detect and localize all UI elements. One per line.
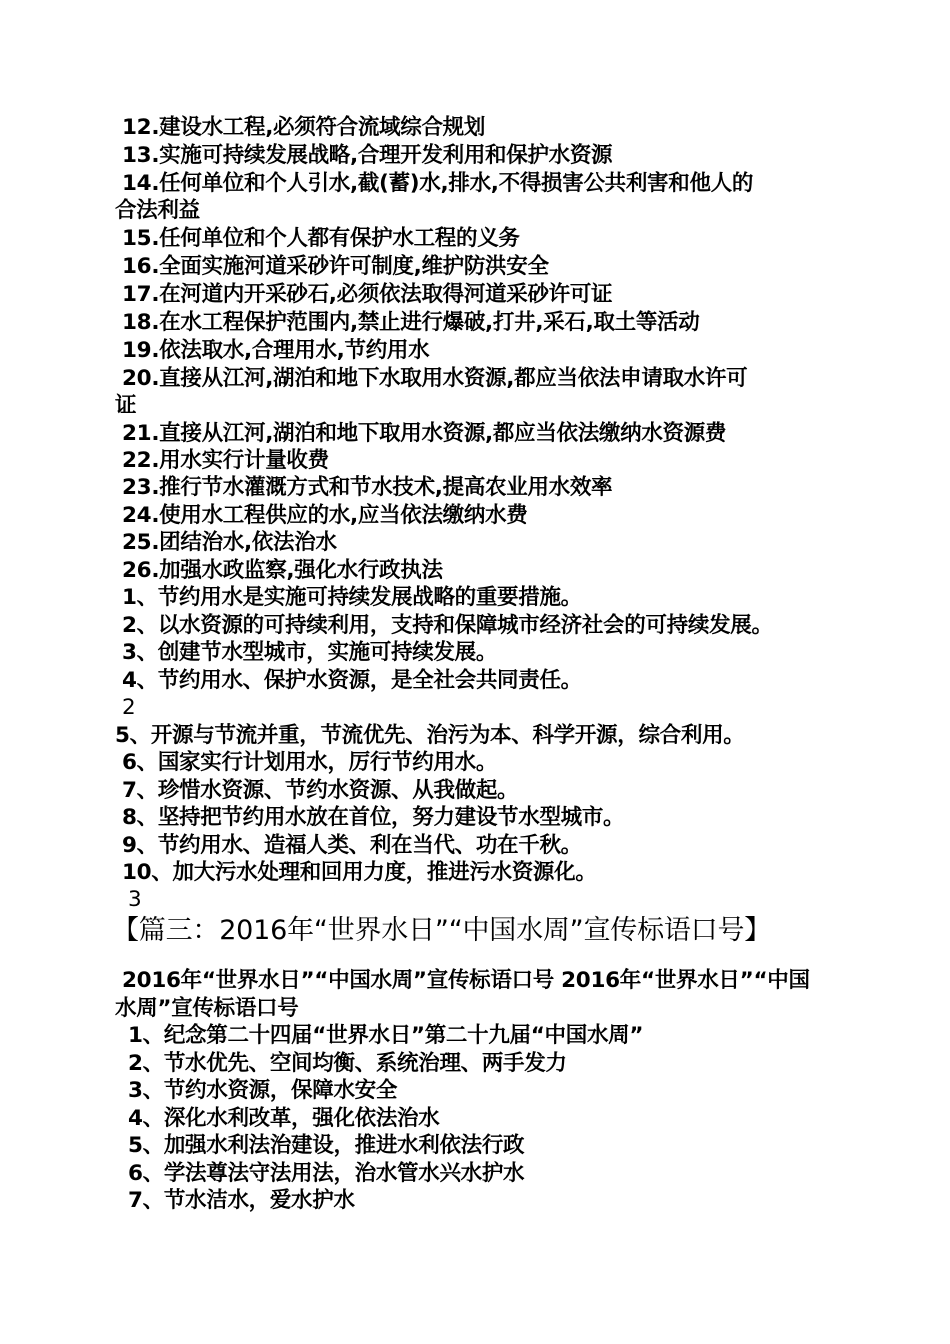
text-line: 12.建设水工程,必须符合流域综合规划 (122, 115, 486, 140)
text-line: 3、创建节水型城市，实施可持续发展。 (122, 640, 498, 665)
text-line: 6、国家实行计划用水，厉行节约用水。 (122, 750, 498, 775)
text-line: 15.任何单位和个人都有保护水工程的义务 (122, 226, 520, 251)
text-line: 23.推行节水灌溉方式和节水技术,提高农业用水效率 (122, 475, 613, 500)
page-number: 2 (122, 695, 136, 720)
text-line: 26.加强水政监察,强化水行政执法 (122, 558, 443, 583)
text-line: 4、深化水利改革，强化依法治水 (128, 1106, 440, 1131)
text-line: 10、加大污水处理和回用力度，推进污水资源化。 (122, 860, 597, 885)
text-line: 5、加强水利法治建设，推进水利依法行政 (128, 1133, 525, 1158)
text-line: 22.用水实行计量收费 (122, 448, 329, 473)
text-line: 证 (115, 393, 137, 418)
text-line: 14.任何单位和个人引水,截(蓄)水,排水,不得损害公共利害和他人的 (122, 171, 754, 196)
text-line: 24.使用水工程供应的水,应当依法缴纳水费 (122, 503, 528, 528)
text-line: 20.直接从江河,湖泊和地下水取用水资源,都应当依法申请取水许可 (122, 366, 748, 391)
section-heading: 【篇三：2016年“世界水日”“中国水周”宣传标语口号】 (112, 915, 772, 946)
text-line: 7、节水洁水，爱水护水 (128, 1188, 355, 1213)
text-line: 1、节约用水是实施可持续发展战略的重要措施。 (122, 585, 582, 610)
text-line: 17.在河道内开采砂石,必须依法取得河道采砂许可证 (122, 282, 613, 307)
text-line: 2016年“世界水日”“中国水周”宣传标语口号 2016年“世界水日”“中国 (122, 968, 810, 993)
text-line: 8、坚持把节约用水放在首位，努力建设节水型城市。 (122, 805, 625, 830)
text-line: 合法利益 (115, 198, 200, 223)
page-number: 3 (128, 887, 142, 912)
text-line: 21.直接从江河,湖泊和地下取用水资源,都应当依法缴纳水资源费 (122, 421, 727, 446)
text-line: 9、节约用水、造福人类、利在当代、功在千秋。 (122, 833, 582, 858)
text-line: 5、开源与节流并重，节流优先、治污为本、科学开源，综合利用。 (115, 723, 745, 748)
text-line: 19.依法取水,合理用水,节约用水 (122, 338, 430, 363)
text-line: 4、节约用水、保护水资源，是全社会共同责任。 (122, 668, 582, 693)
text-line: 7、珍惜水资源、节约水资源、从我做起。 (122, 778, 519, 803)
text-line: 2、节水优先、空间均衡、系统治理、两手发力 (128, 1051, 567, 1076)
text-line: 2、以水资源的可持续利用，支持和保障城市经济社会的可持续发展。 (122, 613, 773, 638)
text-line: 1、纪念第二十四届“世界水日”第二十九届“中国水周” (128, 1023, 644, 1048)
text-line: 18.在水工程保护范围内,禁止进行爆破,打井,采石,取土等活动 (122, 310, 700, 335)
text-line: 水周”宣传标语口号 (115, 996, 299, 1021)
text-line: 13.实施可持续发展战略,合理开发利用和保护水资源 (122, 143, 613, 168)
text-line: 3、节约水资源，保障水安全 (128, 1078, 398, 1103)
text-line: 16.全面实施河道采砂许可制度,维护防洪安全 (122, 254, 549, 279)
text-line: 25.团结治水,依法治水 (122, 530, 337, 555)
text-line: 6、学法尊法守法用法，治水管水兴水护水 (128, 1161, 525, 1186)
